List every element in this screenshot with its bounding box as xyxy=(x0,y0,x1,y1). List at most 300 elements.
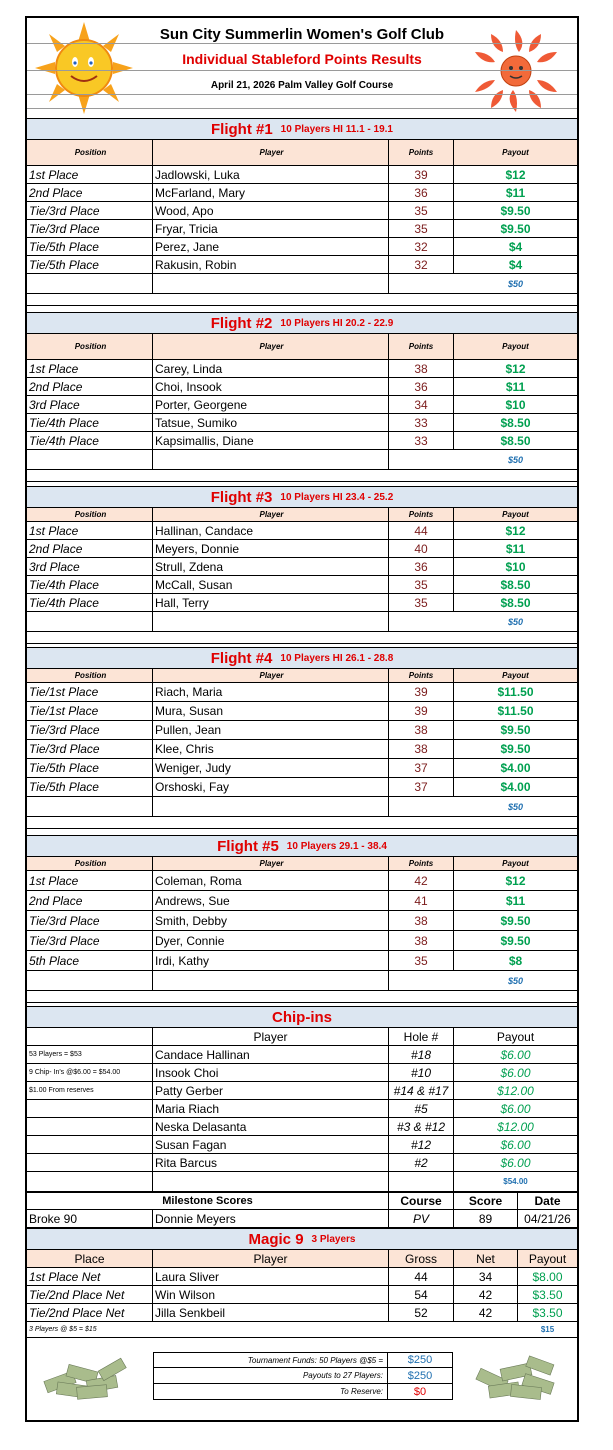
chipin-hole: #5 xyxy=(389,1100,454,1117)
magic9-info: 3 Players xyxy=(311,1233,356,1245)
table-row xyxy=(27,1136,577,1154)
row-player: Dyer, Connie xyxy=(153,931,389,950)
row-payout: $9.50 xyxy=(500,723,531,737)
column-head-player: Player xyxy=(153,508,389,521)
row-player: Weniger, Judy xyxy=(153,759,389,777)
row-player: Rakusin, Robin xyxy=(153,256,389,273)
column-head-payout: Payout xyxy=(502,148,529,157)
column-head-position: Position xyxy=(27,508,153,521)
table-row xyxy=(27,778,577,797)
row-payout: $8.50 xyxy=(500,433,531,448)
chipins-head-hole: Hole # xyxy=(389,1028,454,1045)
row-position: Tie/5th Place xyxy=(27,759,153,777)
magic9-title: Magic 9 xyxy=(248,1230,304,1248)
chipin-player: Insook Choi xyxy=(153,1064,389,1081)
row-position: 2nd Place xyxy=(27,891,153,910)
column-head-payout: Payout xyxy=(502,671,529,680)
row-payout: $11 xyxy=(505,893,526,908)
row-position: Tie/3rd Place xyxy=(27,202,153,219)
row-payout: $11.50 xyxy=(497,685,534,699)
table-row xyxy=(27,951,577,971)
flight-title xyxy=(27,119,577,139)
row-position: 3rd Place xyxy=(27,396,153,413)
chipins-head-player: Player xyxy=(153,1028,389,1045)
flight-spacer xyxy=(27,294,577,306)
table-row xyxy=(27,202,577,220)
row-points: 32 xyxy=(389,238,454,255)
chipin-hole: #18 xyxy=(389,1046,454,1063)
row-points: 35 xyxy=(389,594,454,611)
chipin-note: 53 Players = $53 xyxy=(27,1046,153,1063)
milestone-head-course: Course xyxy=(389,1193,454,1209)
row-player: Perez, Jane xyxy=(153,238,389,255)
table-row xyxy=(27,891,577,911)
row-payout: $10 xyxy=(505,397,526,412)
funds-row xyxy=(153,1384,453,1400)
table-row xyxy=(27,1100,577,1118)
row-payout: $9.50 xyxy=(500,742,531,756)
chipins-total-row xyxy=(27,1172,577,1192)
column-head-payout: Payout xyxy=(502,342,529,351)
header-divider xyxy=(27,43,577,44)
flight-total: $50 xyxy=(507,278,524,289)
table-row xyxy=(27,432,577,450)
chipin-player: Neska Delasanta xyxy=(153,1118,389,1135)
money-pile-icon xyxy=(37,1354,137,1402)
magic9-player: Win Wilson xyxy=(153,1286,389,1303)
flight-name: Flight #5 xyxy=(217,837,279,855)
magic9-payout: $8.00 xyxy=(532,1269,563,1284)
row-points: 39 xyxy=(389,683,454,701)
flight-total-row xyxy=(27,450,577,470)
row-player: Porter, Georgene xyxy=(153,396,389,413)
row-position: Tie/5th Place xyxy=(27,778,153,796)
chipin-payout: $6.00 xyxy=(500,1101,531,1116)
row-points: 35 xyxy=(389,576,454,593)
flight-name: Flight #1 xyxy=(211,120,273,138)
row-points: 39 xyxy=(389,702,454,720)
row-points: 34 xyxy=(389,396,454,413)
flight-total-row xyxy=(27,274,577,294)
chipin-player: Candace Hallinan xyxy=(153,1046,389,1063)
table-row xyxy=(27,184,577,202)
table-row xyxy=(27,238,577,256)
table-row xyxy=(27,759,577,778)
row-payout: $8.50 xyxy=(500,595,531,610)
row-player: Smith, Debby xyxy=(153,911,389,930)
table-row xyxy=(27,871,577,891)
chipin-note: $1.00 From reserves xyxy=(27,1082,153,1099)
flight-title xyxy=(27,313,577,333)
flight-spacer xyxy=(27,817,577,829)
column-head-position: Position xyxy=(27,334,153,359)
milestone-row xyxy=(27,1210,577,1228)
chipin-hole: #2 xyxy=(389,1154,454,1171)
chipins-head-payout: Payout xyxy=(496,1029,535,1044)
column-head-player: Player xyxy=(153,857,389,870)
magic9-gross: 52 xyxy=(389,1304,454,1321)
results-subtitle: Individual Stableford Points Results xyxy=(182,51,422,67)
date-line: April 21, 2026 Palm Valley Golf Course xyxy=(210,80,394,91)
table-row xyxy=(27,931,577,951)
row-position: 3rd Place xyxy=(27,558,153,575)
flight-header-row xyxy=(27,334,577,360)
row-player: Carey, Linda xyxy=(153,360,389,377)
chipins-header-row xyxy=(27,1028,577,1046)
table-row xyxy=(27,166,577,184)
flight-total-row xyxy=(27,797,577,817)
table-row xyxy=(27,414,577,432)
flight-header-row xyxy=(27,857,577,871)
chipin-note xyxy=(27,1100,153,1117)
flight-title xyxy=(27,836,577,856)
table-row xyxy=(27,396,577,414)
flight-header-row xyxy=(27,669,577,683)
row-position: 1st Place xyxy=(27,360,153,377)
table-row xyxy=(27,1286,577,1304)
row-position: Tie/1st Place xyxy=(27,683,153,701)
flight-info: 10 Players HI 26.1 - 28.8 xyxy=(280,652,394,664)
row-payout: $8.50 xyxy=(500,577,531,592)
funds-section xyxy=(27,1352,577,1404)
row-player: Andrews, Sue xyxy=(153,891,389,910)
row-points: 35 xyxy=(389,220,454,237)
table-row xyxy=(27,540,577,558)
milestone-head-date: Date xyxy=(534,1194,561,1208)
column-head-points: Points xyxy=(389,508,454,521)
row-points: 38 xyxy=(389,721,454,739)
chipin-payout: $6.00 xyxy=(500,1137,531,1152)
table-row xyxy=(27,721,577,740)
row-points: 42 xyxy=(389,871,454,890)
table-row xyxy=(27,1082,577,1100)
magic9-title-row xyxy=(27,1228,577,1250)
header-divider xyxy=(27,108,577,109)
column-head-position: Position xyxy=(27,140,153,165)
flight-title xyxy=(27,487,577,507)
row-payout: $11.50 xyxy=(497,704,534,718)
row-points: 44 xyxy=(389,522,454,539)
row-position: 1st Place xyxy=(27,522,153,539)
row-player: Hallinan, Candace xyxy=(153,522,389,539)
row-position: Tie/3rd Place xyxy=(27,931,153,950)
row-position: Tie/5th Place xyxy=(27,238,153,255)
chipin-player: Susan Fagan xyxy=(153,1136,389,1153)
flight-title xyxy=(27,648,577,668)
row-player: McCall, Susan xyxy=(153,576,389,593)
flight-title-row xyxy=(27,835,577,857)
row-payout: $10 xyxy=(505,559,526,574)
magic9-payout: $3.50 xyxy=(532,1287,563,1302)
row-payout: $12 xyxy=(505,361,526,376)
row-payout: $12 xyxy=(505,873,526,888)
column-head-points: Points xyxy=(389,334,454,359)
row-payout: $11 xyxy=(505,379,526,394)
results-sheet xyxy=(25,16,579,1422)
header xyxy=(27,18,577,122)
chipin-player: Rita Barcus xyxy=(153,1154,389,1171)
column-head-payout: Payout xyxy=(502,859,529,868)
row-points: 38 xyxy=(389,931,454,950)
milestone-header-row xyxy=(27,1192,577,1210)
flight-spacer xyxy=(27,991,577,1003)
table-row xyxy=(27,256,577,274)
row-points: 40 xyxy=(389,540,454,557)
table-row xyxy=(27,1118,577,1136)
table-row xyxy=(27,378,577,396)
row-payout: $4 xyxy=(508,257,523,272)
funds-value: $0 xyxy=(413,1385,427,1398)
row-position: Tie/1st Place xyxy=(27,702,153,720)
row-player: Hall, Terry xyxy=(153,594,389,611)
table-row xyxy=(27,911,577,931)
row-payout: $9.50 xyxy=(500,913,531,928)
row-payout: $11 xyxy=(505,541,526,556)
column-head-player: Player xyxy=(153,669,389,682)
magic9-note: 3 Players @ $5 = $15 xyxy=(29,1326,97,1333)
magic9-note-row xyxy=(27,1322,577,1338)
row-position: 1st Place xyxy=(27,871,153,890)
row-points: 32 xyxy=(389,256,454,273)
flight-title-row xyxy=(27,647,577,669)
row-player: Tatsue, Sumiko xyxy=(153,414,389,431)
column-head-points: Points xyxy=(389,857,454,870)
flight-info: 10 Players HI 20.2 - 22.9 xyxy=(280,317,394,329)
row-position: Tie/4th Place xyxy=(27,432,153,449)
row-points: 35 xyxy=(389,202,454,219)
row-points: 33 xyxy=(389,432,454,449)
magic9-head-place: Place xyxy=(27,1250,153,1267)
header-divider xyxy=(27,94,577,95)
row-payout: $12 xyxy=(505,167,526,182)
row-player: Orshoski, Fay xyxy=(153,778,389,796)
table-row xyxy=(27,740,577,759)
table-row xyxy=(27,683,577,702)
row-payout: $11 xyxy=(505,185,526,200)
row-position: 2nd Place xyxy=(27,378,153,395)
row-points: 35 xyxy=(389,951,454,970)
row-player: Riach, Maria xyxy=(153,683,389,701)
row-player: Fryar, Tricia xyxy=(153,220,389,237)
row-position: Tie/3rd Place xyxy=(27,911,153,930)
magic9-head-player: Player xyxy=(153,1250,389,1267)
magic9-gross: 44 xyxy=(389,1268,454,1285)
flight-total: $50 xyxy=(507,801,524,812)
magic9-place: Tie/2nd Place Net xyxy=(27,1286,153,1303)
row-points: 38 xyxy=(389,911,454,930)
magic9-place: 1st Place Net xyxy=(27,1268,153,1285)
table-row xyxy=(27,1064,577,1082)
chipin-note xyxy=(27,1118,153,1135)
flight-total: $50 xyxy=(507,616,524,627)
row-payout: $9.50 xyxy=(500,221,531,236)
table-row xyxy=(27,1268,577,1286)
magic9-place: Tie/2nd Place Net xyxy=(27,1304,153,1321)
row-payout: $12 xyxy=(505,523,526,538)
chipin-hole: #3 & #12 xyxy=(389,1118,454,1135)
flight-header-row xyxy=(27,140,577,166)
chipins-total: $54.00 xyxy=(503,1177,528,1186)
row-position: Tie/4th Place xyxy=(27,594,153,611)
column-head-payout: Payout xyxy=(502,510,529,519)
row-player: Mura, Susan xyxy=(153,702,389,720)
header-divider xyxy=(27,70,577,71)
row-payout: $8.50 xyxy=(500,415,531,430)
row-points: 36 xyxy=(389,184,454,201)
chipin-payout: $6.00 xyxy=(500,1047,531,1062)
flight-name: Flight #2 xyxy=(210,314,273,332)
row-points: 37 xyxy=(389,759,454,777)
table-row xyxy=(27,1046,577,1064)
column-head-player: Player xyxy=(153,334,389,359)
row-points: 36 xyxy=(389,558,454,575)
milestone-course: PV xyxy=(389,1210,454,1227)
magic9-total: $15 xyxy=(540,1325,555,1334)
magic9-player: Jilla Senkbeil xyxy=(153,1304,389,1321)
row-player: Coleman, Roma xyxy=(153,871,389,890)
row-position: 1st Place xyxy=(27,166,153,183)
table-row xyxy=(27,594,577,612)
funds-label: To Reserve: xyxy=(154,1384,388,1399)
row-payout: $8 xyxy=(508,953,523,968)
row-player: Irdi, Kathy xyxy=(153,951,389,970)
milestone-date: 04/21/26 xyxy=(524,1211,571,1226)
magic9-player: Laura Sliver xyxy=(153,1268,389,1285)
row-position: Tie/4th Place xyxy=(27,414,153,431)
flight-name: Flight #4 xyxy=(210,649,273,667)
club-title: Sun City Summerlin Women's Golf Club xyxy=(159,26,445,43)
funds-value: $250 xyxy=(407,1354,433,1366)
table-row xyxy=(27,522,577,540)
row-position: Tie/4th Place xyxy=(27,576,153,593)
chipin-player: Maria Riach xyxy=(153,1100,389,1117)
column-head-points: Points xyxy=(389,669,454,682)
magic9-payout: $3.50 xyxy=(532,1305,563,1320)
row-payout: $4 xyxy=(508,239,523,254)
row-payout: $9.50 xyxy=(500,203,531,218)
row-player: McFarland, Mary xyxy=(153,184,389,201)
flight-spacer xyxy=(27,632,577,644)
table-row xyxy=(27,558,577,576)
magic9-head-payout: Payout xyxy=(528,1251,567,1266)
chipin-hole: #10 xyxy=(389,1064,454,1081)
chipin-hole: #12 xyxy=(389,1136,454,1153)
flight-title-row xyxy=(27,486,577,508)
table-row xyxy=(27,220,577,238)
row-payout: $4.00 xyxy=(500,780,531,794)
row-position: 5th Place xyxy=(27,951,153,970)
flight-total: $50 xyxy=(507,454,524,465)
row-position: Tie/3rd Place xyxy=(27,721,153,739)
row-position: Tie/3rd Place xyxy=(27,740,153,758)
funds-label: Tournament Funds: 50 Players @$5 = xyxy=(154,1353,388,1367)
chipins-title: Chip-ins xyxy=(272,1008,332,1026)
milestone-player: Donnie Meyers xyxy=(153,1210,389,1227)
chipin-note xyxy=(27,1154,153,1171)
row-player: Wood, Apo xyxy=(153,202,389,219)
flight-total-row xyxy=(27,971,577,991)
column-head-player: Player xyxy=(153,140,389,165)
row-points: 36 xyxy=(389,378,454,395)
milestone-label: Broke 90 xyxy=(27,1210,153,1227)
money-pile-icon xyxy=(467,1354,567,1402)
table-row xyxy=(27,576,577,594)
flight-total: $50 xyxy=(507,975,524,986)
funds-label: Payouts to 27 Players: xyxy=(154,1368,388,1383)
column-head-points: Points xyxy=(389,140,454,165)
row-player: Klee, Chris xyxy=(153,740,389,758)
row-player: Kapsimallis, Diane xyxy=(153,432,389,449)
column-head-position: Position xyxy=(27,857,153,870)
row-points: 38 xyxy=(389,360,454,377)
magic9-net: 34 xyxy=(454,1268,518,1285)
magic9-net: 42 xyxy=(454,1286,518,1303)
row-player: Pullen, Jean xyxy=(153,721,389,739)
row-position: Tie/5th Place xyxy=(27,256,153,273)
flight-info: 10 Players HI 23.4 - 25.2 xyxy=(280,491,394,503)
funds-row xyxy=(153,1368,453,1384)
flight-total-row xyxy=(27,612,577,632)
flight-name: Flight #3 xyxy=(210,488,273,506)
chipin-hole: #14 & #17 xyxy=(389,1082,454,1099)
funds-value: $250 xyxy=(407,1369,433,1382)
row-points: 38 xyxy=(389,740,454,758)
table-row xyxy=(27,1304,577,1322)
milestone-head-score: Score xyxy=(454,1193,518,1209)
row-position: 2nd Place xyxy=(27,540,153,557)
chipin-payout: $12.00 xyxy=(497,1083,534,1098)
row-points: 37 xyxy=(389,778,454,796)
chipin-note xyxy=(27,1136,153,1153)
row-player: Strull, Zdena xyxy=(153,558,389,575)
row-position: 2nd Place xyxy=(27,184,153,201)
row-position: Tie/3rd Place xyxy=(27,220,153,237)
table-row xyxy=(27,360,577,378)
flight-title-row xyxy=(27,312,577,334)
chipins-title-row xyxy=(27,1006,577,1028)
funds-row xyxy=(153,1352,453,1368)
magic9-head-net: Net xyxy=(454,1250,518,1267)
magic9-gross: 54 xyxy=(389,1286,454,1303)
flight-title-row xyxy=(27,118,577,140)
magic9-header-row xyxy=(27,1250,577,1268)
chipin-note: 9 Chip- In's @$6.00 = $54.00 xyxy=(27,1064,153,1081)
flight-header-row xyxy=(27,508,577,522)
row-player: Meyers, Donnie xyxy=(153,540,389,557)
column-head-position: Position xyxy=(27,669,153,682)
table-row xyxy=(27,1154,577,1172)
chipin-player: Patty Gerber xyxy=(153,1082,389,1099)
chipin-payout: $12.00 xyxy=(497,1119,534,1134)
row-points: 39 xyxy=(389,166,454,183)
row-points: 41 xyxy=(389,891,454,910)
chipin-payout: $6.00 xyxy=(500,1155,531,1170)
milestone-title: Milestone Scores xyxy=(27,1193,389,1209)
flight-info: 10 Players HI 11.1 - 19.1 xyxy=(280,123,393,135)
chipin-payout: $6.00 xyxy=(500,1065,531,1080)
flight-info: 10 Players 29.1 - 38.4 xyxy=(286,840,387,852)
magic9-net: 42 xyxy=(454,1304,518,1321)
row-points: 33 xyxy=(389,414,454,431)
row-payout: $4.00 xyxy=(500,761,531,775)
row-payout: $9.50 xyxy=(500,933,531,948)
milestone-score: 89 xyxy=(454,1210,518,1227)
row-player: Jadlowski, Luka xyxy=(153,166,389,183)
magic9-head-gross: Gross xyxy=(389,1250,454,1267)
row-player: Choi, Insook xyxy=(153,378,389,395)
table-row xyxy=(27,702,577,721)
flight-spacer xyxy=(27,470,577,482)
